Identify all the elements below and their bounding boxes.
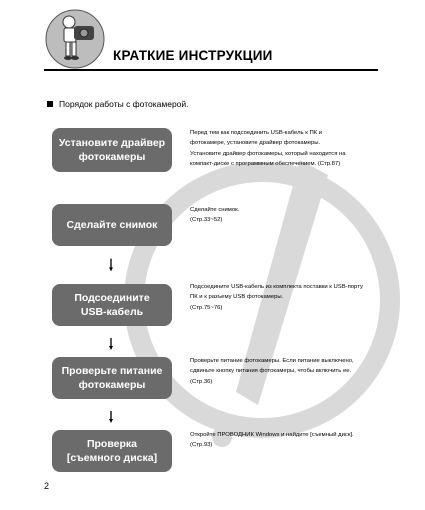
step-description-removable-disk bbox=[190, 430, 385, 451]
intro-line bbox=[47, 99, 189, 109]
step-label-line: Проверьте питание bbox=[61, 364, 163, 377]
arrow-down-icon bbox=[109, 246, 113, 284]
step-description-install-driver bbox=[190, 128, 385, 169]
description-line: ПК и к разъему USB фотокамеры. bbox=[190, 294, 284, 301]
description-line: компакт-диске с программным обеспечением. (Стр.87) bbox=[190, 160, 341, 167]
description-line: (Стр.36) bbox=[190, 378, 213, 385]
description-line: сдвиньте кнопку питания фотокамеры, чтобы включить ее. bbox=[190, 368, 352, 375]
step-description-connect-usb bbox=[190, 282, 385, 313]
step-box-removable-disk bbox=[52, 430, 172, 472]
description-line: (Стр.75~76) bbox=[190, 304, 223, 311]
step-label-line: [съемного диска] bbox=[66, 452, 158, 464]
description-line: (Стр.33~52) bbox=[190, 217, 223, 224]
step-label-line: Установите драйвер bbox=[58, 136, 166, 149]
step-description-take-photo bbox=[190, 205, 385, 226]
description-line: фотокамере, установите драйвер фотокамеры. bbox=[190, 140, 321, 147]
step-description-check-power bbox=[190, 356, 385, 387]
title-divider bbox=[44, 69, 378, 71]
step-box-connect-usb bbox=[52, 284, 172, 326]
page-title: КРАТКИЕ ИНСТРУКЦИИ bbox=[113, 48, 273, 63]
intro-text: Порядок работы с фотокамерой. bbox=[59, 99, 189, 109]
step-box-check-power bbox=[52, 357, 172, 399]
step-box-take-photo bbox=[52, 204, 172, 246]
step-label-line: Сделайте снимок bbox=[66, 218, 158, 231]
step-label-line: фотокамеры bbox=[78, 379, 146, 391]
step-label-line: USB-кабель bbox=[80, 306, 144, 318]
description-line: (Стр.93) bbox=[190, 442, 213, 449]
description-line: Сделайте снимок. bbox=[190, 207, 240, 213]
description-line: Проверьте питание фотокамеры. Если питание выключено, bbox=[190, 358, 354, 364]
description-line: Установите драйвер фотокамеры, который находится на bbox=[190, 150, 346, 157]
step-label-line: Подсоедините bbox=[74, 291, 150, 304]
step-label-line: фотокамеры bbox=[78, 151, 146, 163]
page-number: 2 bbox=[44, 481, 50, 491]
description-line: Подсоедините USB-кабель из комплекта поставки к USB-порту bbox=[190, 284, 363, 290]
camera-cartoon-icon bbox=[44, 8, 106, 70]
description-line: Откройте ПРОВОДНИК Windows и найдите [съемный диск]. bbox=[190, 432, 354, 438]
bullet-square-icon bbox=[47, 101, 53, 107]
description-line: Перед тем как подсоединить USB-кабель к ПК и bbox=[190, 130, 323, 136]
step-box-install-driver bbox=[52, 128, 172, 172]
step-label-line: Проверка bbox=[86, 437, 138, 450]
